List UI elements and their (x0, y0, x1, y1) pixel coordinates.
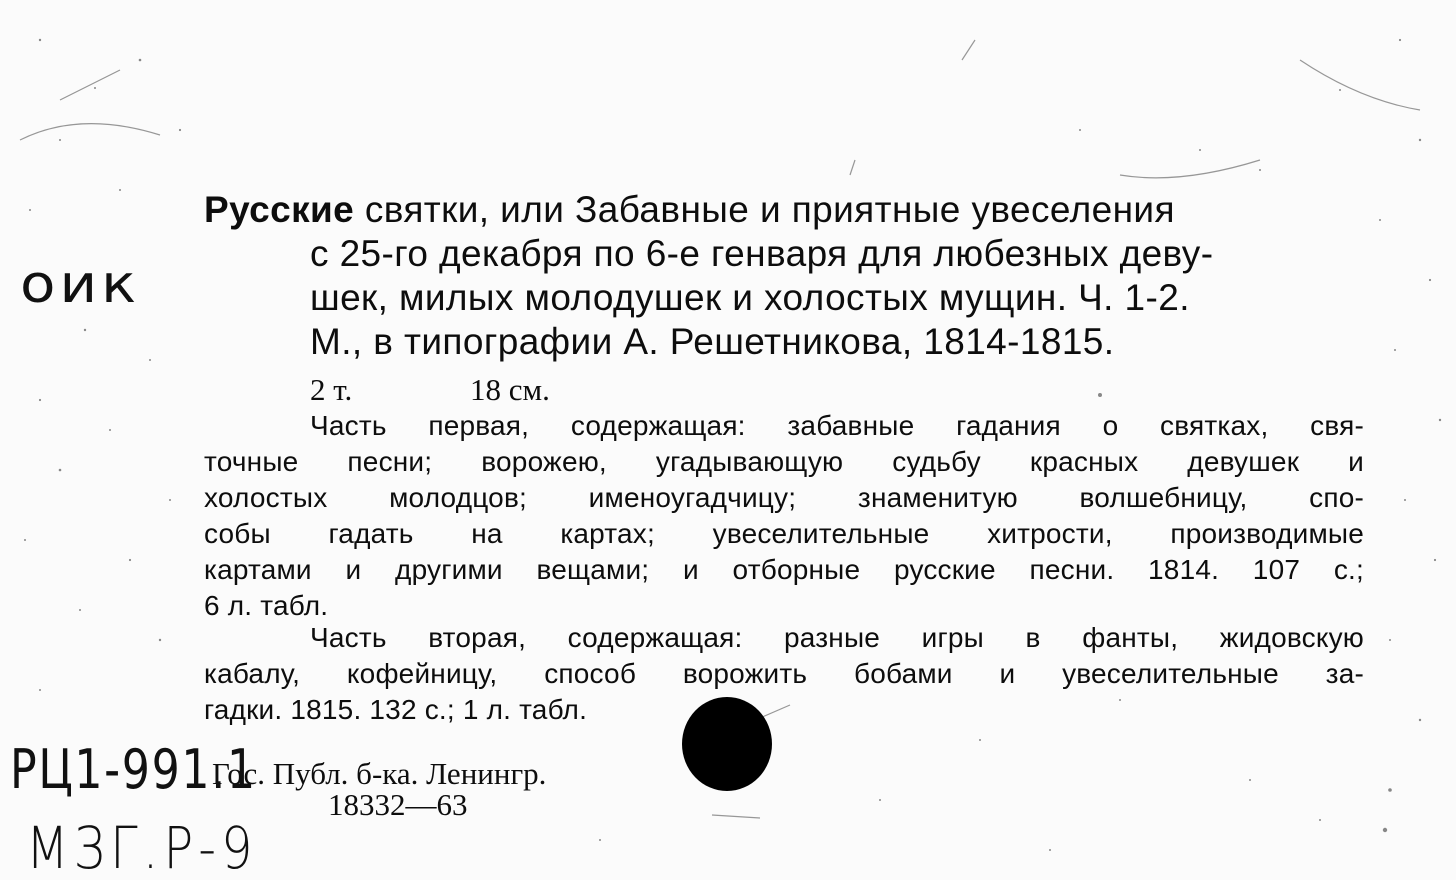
part-two-line: кабалу, кофейницу, способ ворожить бобами и увеселительные за- (204, 658, 1364, 689)
part-one-line: Часть первая, содержащая: забавные гадания о святках, свя- (310, 410, 1364, 441)
title-line-3: шек, милых молодушек и холостых мущин. Ч. 1-2. (310, 277, 1190, 318)
title-line-1-rest: святки, или Забавные и приятные увеселения (354, 189, 1175, 230)
part-two-line: гадки. 1815. 132 с.; 1 л. табл. (204, 694, 588, 725)
book-size: 18 см. (470, 372, 550, 407)
library-card-number: 18332—63 (328, 787, 468, 822)
handwritten-shelfmark-1: РЦ1-991.1 (10, 738, 257, 801)
title-line-2: с 25-го декабря по 6-е генваря для любезных деву- (310, 233, 1214, 274)
handwritten-shelfmark-2: МЗГ.Р-9 (26, 814, 258, 880)
part-one-line: собы гадать на картах; увеселительные хитрости, производимые (204, 518, 1364, 549)
volume-count: 2 т. (310, 372, 353, 407)
handwritten-department-mark: оик (20, 253, 141, 315)
imprint-line: М., в типографии А. Решетникова, 1814-1815. (310, 321, 1115, 362)
part-two-line: Часть вторая, содержащая: разные игры в фанты, жидовскую (310, 622, 1364, 653)
library-name: Гос. Публ. б-ка. Ленингр. (212, 756, 547, 791)
part-one-line: точные песни; ворожею, угадывающую судьбу красных девушек и (204, 446, 1364, 477)
bibliographic-title (204, 188, 1364, 364)
part-two-contents (204, 620, 1364, 728)
part-one-contents (204, 408, 1364, 624)
title-line-1 (204, 188, 1364, 232)
title-main-word: Русские (204, 189, 355, 230)
part-one-line: картами и другими вещами; и отборные русские песни. 1814. 107 с.; (204, 554, 1364, 585)
punch-hole (682, 697, 772, 791)
part-one-line: 6 л. табл. (204, 590, 329, 621)
part-one-line: холостых молодцов; именоугадчицу; знаменитую волшебницу, спо- (204, 482, 1364, 513)
